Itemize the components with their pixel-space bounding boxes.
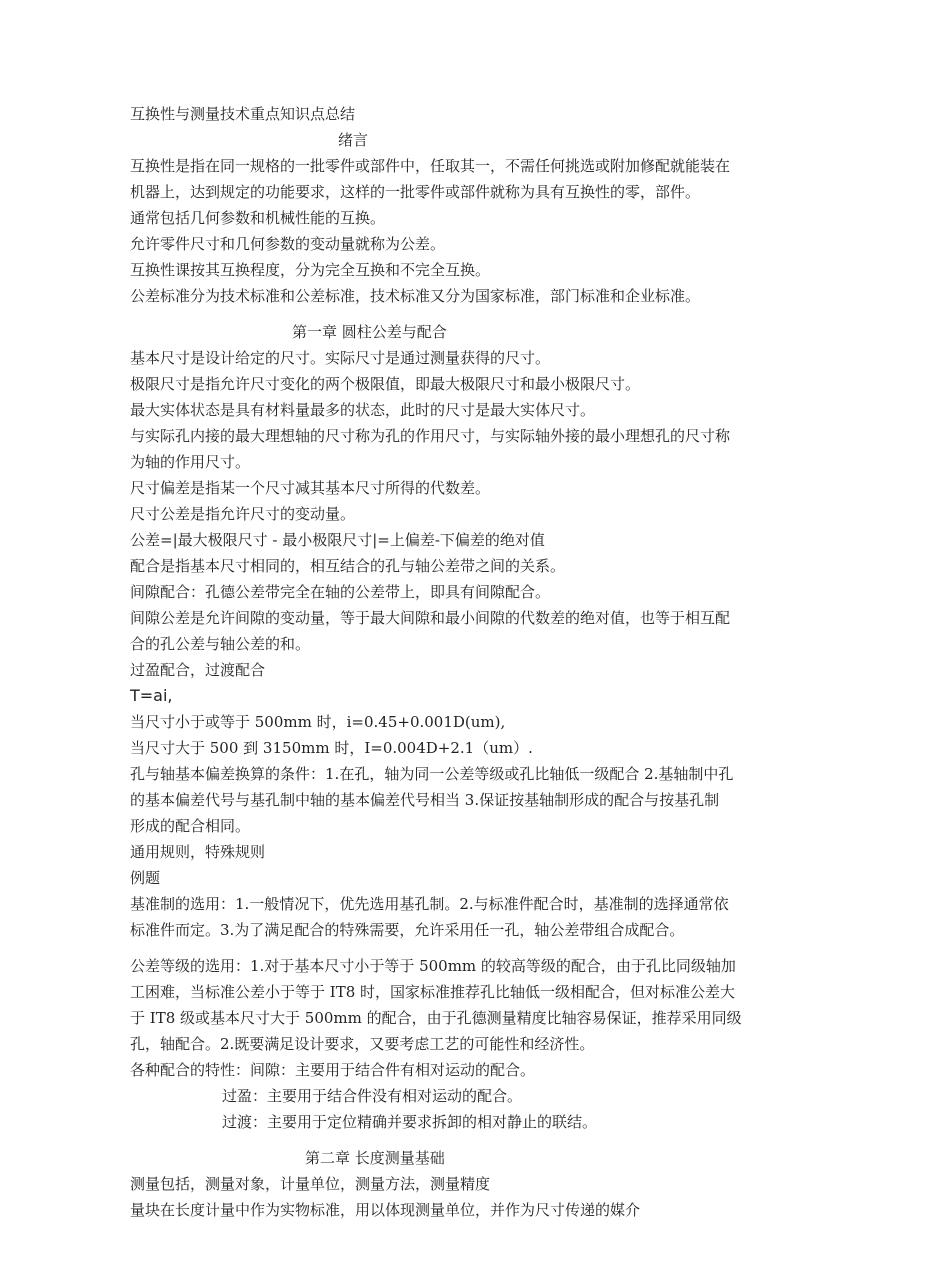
paragraph-line: 公差标准分为技术标准和公差标准，技术标准又分为国家标准，部门标准和企业标准。 <box>130 287 701 305</box>
paragraph-line: 尺寸公差是指允许尺寸的变动量。 <box>130 505 356 523</box>
section-gap <box>130 309 830 319</box>
indented-line: 过盈：主要用于结合件没有相对运动的配合。 <box>222 1087 523 1105</box>
paragraph-line: 最大实体状态是具有材料量最多的状态，此时的尺寸是最大实体尺寸。 <box>130 401 596 419</box>
paragraph-line: 例题 <box>130 869 161 887</box>
paragraph-line: 量块在长度计量中作为实物标准，用以体现测量单位，并作为尺寸传递的媒介 <box>130 1201 641 1219</box>
paragraph-line: 当尺寸小于或等于 500mm 时，i=0.45+0.001D(um), <box>130 713 506 731</box>
paragraph-line: 公差等级的选用：1.对于基本尺寸小于等于 500mm 的较高等级的配合，由于孔比同级轴加 <box>130 957 736 975</box>
section-gap <box>130 943 830 953</box>
paragraph-line: 当尺寸大于 500 到 3150mm 时，I=0.004D+2.1（um）. <box>130 739 533 757</box>
indented-line: 过渡：主要用于定位精确并要求拆卸的相对静止的联结。 <box>222 1113 598 1131</box>
section-gap <box>130 1135 830 1145</box>
paragraph-line: 配合是指基本尺寸相同的，相互结合的孔与轴公差带之间的关系。 <box>130 557 566 575</box>
paragraph-line: 的基本偏差代号与基孔制中轴的基本偏差代号相当 3.保证按基轴制形成的配合与按基孔制 <box>130 791 720 809</box>
paragraph-line: 基准制的选用：1.一般情况下，优先选用基孔制。2.与标准件配合时，基准制的选择通常依 <box>130 895 729 913</box>
paragraph-line: 孔与轴基本偏差换算的条件：1.在孔，轴为同一公差等级或孔比轴低一级配合 2.基轴制中孔 <box>130 765 734 783</box>
paragraph-line: 测量包括，测量对象，计量单位，测量方法，测量精度 <box>130 1175 491 1193</box>
intro-heading: 绪言 <box>338 131 369 149</box>
paragraph-line: 通用规则，特殊规则 <box>130 843 266 861</box>
chapter2-heading: 第二章 长度测量基础 <box>305 1149 445 1167</box>
formula-line: T=ai, <box>130 686 173 705</box>
chapter1-heading: 第一章 圆柱公差与配合 <box>292 323 447 341</box>
paragraph-line: 通常包括几何参数和机械性能的互换。 <box>130 209 386 227</box>
paragraph-line: 公差=|最大极限尺寸 - 最小极限尺寸|=上偏差-下偏差的绝对值 <box>130 531 545 549</box>
paragraph-line: 于 IT8 级或基本尺寸大于 500mm 的配合，由于孔德测量精度比轴容易保证，推荐采用同级 <box>130 1009 742 1027</box>
document-page <box>130 101 830 1234</box>
paragraph-line: 与实际孔内接的最大理想轴的尺寸称为孔的作用尺寸，与实际轴外接的最小理想孔的尺寸称 <box>130 427 731 445</box>
paragraph-line: 合的孔公差与轴公差的和。 <box>130 635 311 653</box>
paragraph-line: 标准件而定。3.为了满足配合的特殊需要，允许采用任一孔，轴公差带组合成配合。 <box>130 921 685 939</box>
paragraph-line: 间隙公差是允许间隙的变动量，等于最大间隙和最小间隙的代数差的绝对值，也等于相互配 <box>130 609 731 627</box>
paragraph-line: 互换性课按其互换程度，分为完全互换和不完全互换。 <box>130 261 491 279</box>
paragraph-line: 孔，轴配合。2.既要满足设计要求，又要考虑工艺的可能性和经济性。 <box>130 1035 595 1053</box>
paragraph-line: 允许零件尺寸和几何参数的变动量就称为公差。 <box>130 235 446 253</box>
paragraph-line: 极限尺寸是指允许尺寸变化的两个极限值，即最大极限尺寸和最小极限尺寸。 <box>130 375 641 393</box>
paragraph-line: 各种配合的特性：间隙：主要用于结合件有相对运动的配合。 <box>130 1061 536 1079</box>
paragraph-line: 间隙配合：孔德公差带完全在轴的公差带上，即具有间隙配合。 <box>130 583 551 601</box>
paragraph-line: 工困难，当标准公差小于等于 IT8 时，国家标准推荐孔比轴低一级相配合，但对标准公差大 <box>130 983 736 1001</box>
paragraph-line: 过盈配合，过渡配合 <box>130 661 266 679</box>
paragraph-line: 机器上，达到规定的功能要求，这样的一批零件或部件就称为具有互换性的零，部件。 <box>130 183 701 201</box>
paragraph-line: 互换性是指在同一规格的一批零件或部件中，任取其一，不需任何挑选或附加修配就能装在 <box>130 157 731 175</box>
paragraph-line: 基本尺寸是设计给定的尺寸。实际尺寸是通过测量获得的尺寸。 <box>130 349 551 367</box>
paragraph-line: 尺寸偏差是指某一个尺寸减其基本尺寸所得的代数差。 <box>130 479 491 497</box>
document-title: 互换性与测量技术重点知识点总结 <box>130 105 356 123</box>
paragraph-line: 形成的配合相同。 <box>130 817 251 835</box>
paragraph-line: 为轴的作用尺寸。 <box>130 453 251 471</box>
